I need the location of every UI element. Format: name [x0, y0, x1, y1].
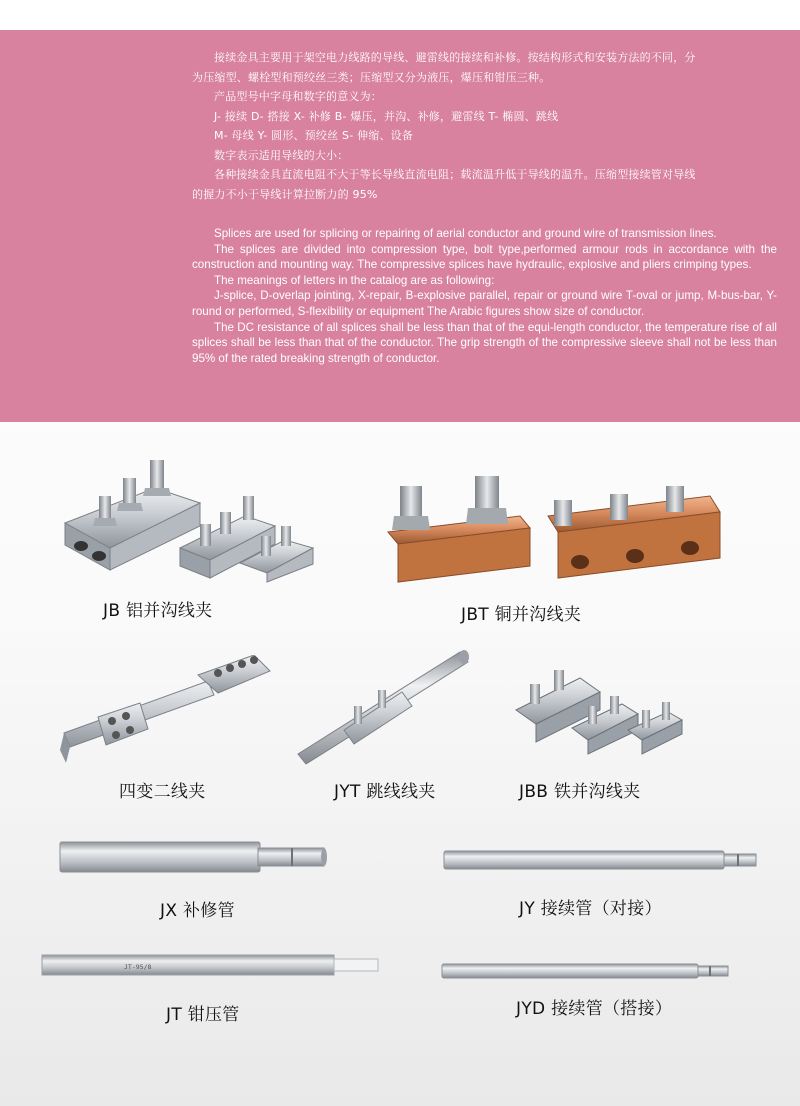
jt-stamp-text: JT-95/8 — [124, 963, 152, 971]
cn-line: M- 母线 Y- 圆形、预绞丝 S- 伸缩、设备 — [214, 129, 414, 142]
intro-english — [192, 226, 777, 366]
cn-line: 为压缩型、螺栓型和预绞丝三类；压缩型又分为液压，爆压和钳压三种。 — [192, 70, 551, 84]
caption-jy: JY 接续管（对接） — [519, 899, 662, 919]
caption-jyd: JYD 接续管（搭接） — [516, 999, 673, 1019]
jy-sleeve-image — [442, 849, 760, 871]
jyd-sleeve-image — [440, 962, 732, 980]
jt-sleeve-image — [40, 953, 380, 977]
en-paragraph: J-splice, D-overlap jointing, X-repair, B-explosive parallel, repair or ground wire T-oval or jump, M-bus-bar, Y-round or performed, S-flexibility or equipment The Arabic figures show size of conductor. — [192, 289, 777, 318]
caption-four-to-two: 四变二线夹 — [119, 782, 206, 802]
cn-line: 各种接续金具直流电阻不大于等长导线直流电阻；载流温升低于导线的温升。压缩型接续管对导线 — [214, 168, 696, 181]
jyt-clamp-image — [292, 648, 472, 766]
jb-clamp-image — [55, 448, 315, 583]
en-paragraph: The splices are divided into compression type, bolt type,performed armour rods in accordance with the construction and mounting way. The compressive splices have hydraulic, explosive and pliers crimping types. — [192, 242, 777, 272]
cn-line: J- 接续 D- 搭接 X- 补修 B- 爆压，并沟、补修，避雷线 T- 椭圆、跳线 — [214, 109, 559, 123]
en-paragraph: The meanings of letters in the catalog are as following: — [214, 273, 495, 287]
caption-jt: JT 钳压管 — [166, 1005, 240, 1025]
intro-chinese — [192, 48, 777, 204]
cn-line: 接续金具主要用于架空电力线路的导线、避雷线的接续和补修。按结构形式和安装方法的不同，分 — [214, 51, 696, 64]
caption-jb: JB 铝并沟线夹 — [103, 601, 213, 621]
four-to-two-clamp-image — [58, 655, 273, 765]
jbb-clamp-image — [510, 658, 690, 758]
en-paragraph: The DC resistance of all splices shall be less than that of the equi-length conductor, the temperature rise of all splices shall be less than that of the conductor. The grip strength of the compressive sleeve shall not be less than 95% of the rated breaking strength of conductor. — [192, 320, 777, 365]
caption-jbb: JBB 铁并沟线夹 — [519, 782, 641, 802]
caption-jyt: JYT 跳线线夹 — [334, 782, 436, 802]
en-paragraph: Splices are used for splicing or repairing of aerial conductor and ground wire of transmission lines. — [214, 227, 717, 240]
cn-line: 数字表示适用导线的大小： — [214, 148, 349, 162]
caption-jx: JX 补修管 — [160, 901, 235, 921]
jbt-clamp-image — [380, 470, 725, 585]
jx-sleeve-image — [58, 840, 330, 874]
intro-panel — [0, 30, 800, 422]
caption-jbt: JBT 铜并沟线夹 — [461, 605, 582, 625]
cn-line: 的握力不小于导线计算拉断力的 95% — [192, 187, 378, 201]
cn-line: 产品型号中字母和数字的意义为： — [214, 90, 382, 103]
